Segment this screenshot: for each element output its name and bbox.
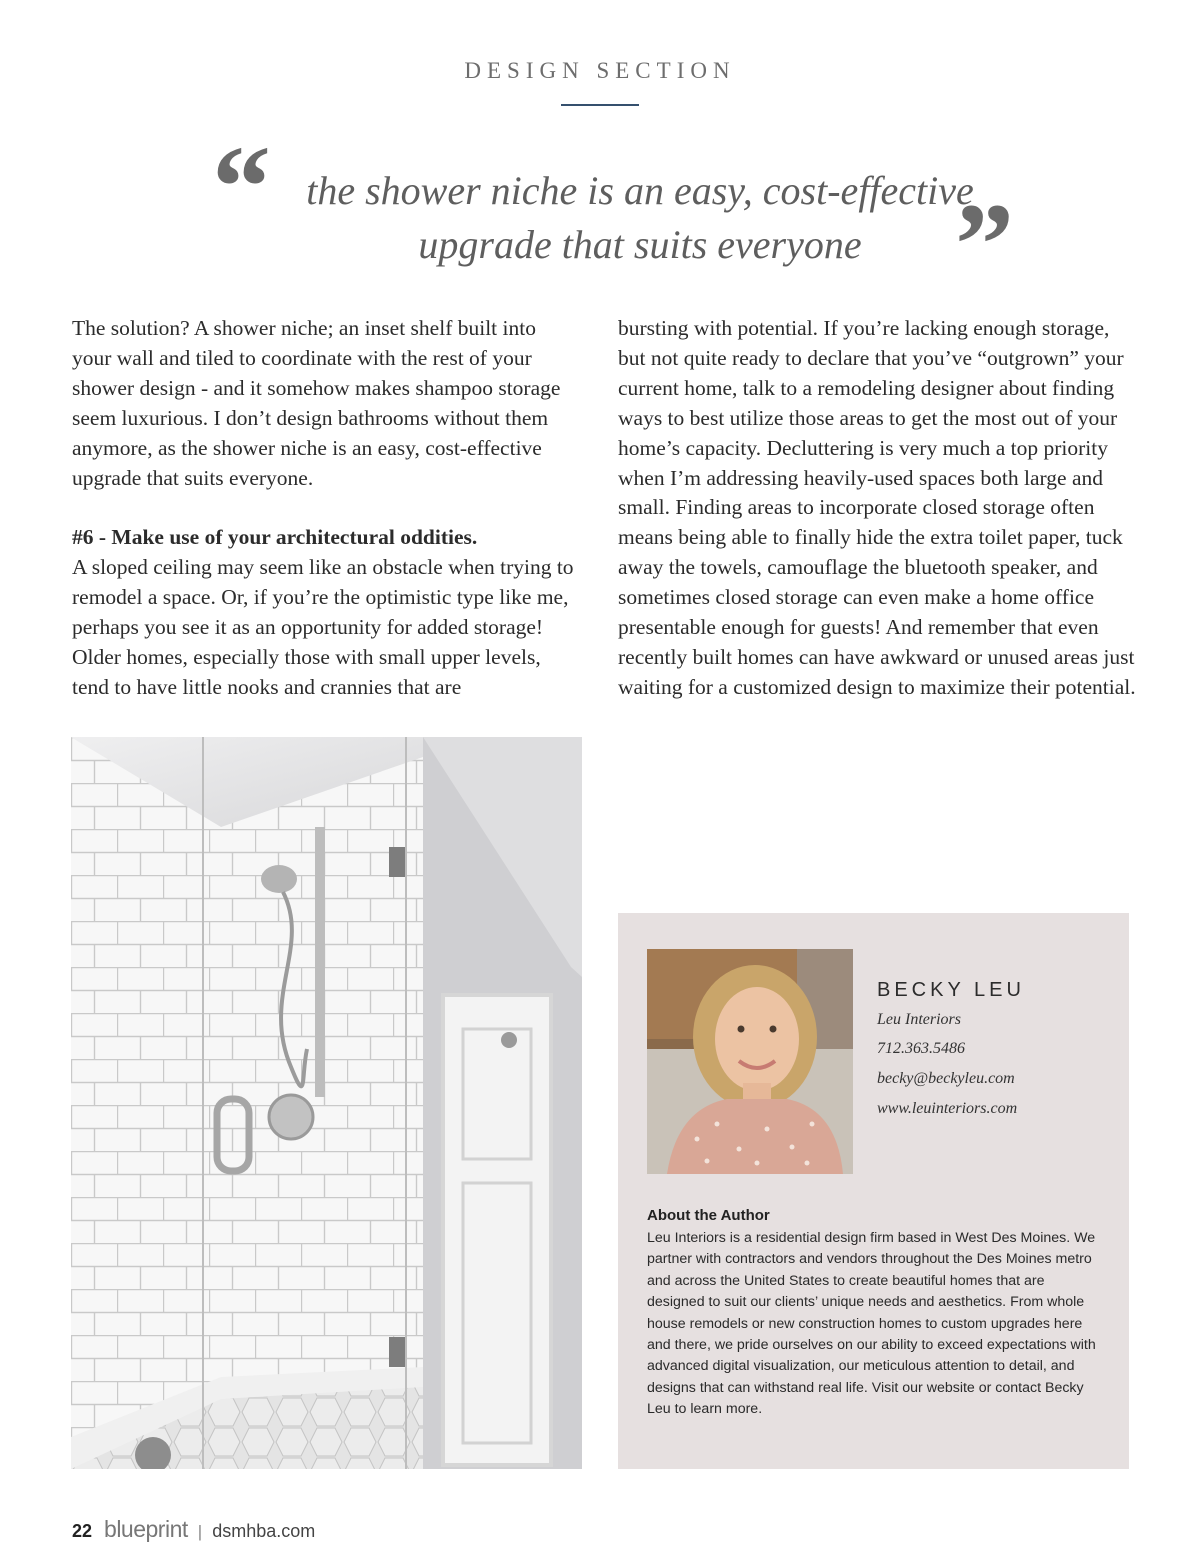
pull-quote-line-2: upgrade that suits everyone: [418, 222, 862, 267]
shower-illustration: [71, 737, 582, 1469]
body-paragraph: bursting with potential. If you’re lacking enough storage, but not quite ready to declare that you’ve “outgrown” your current home, talk to a remodeling designer about finding ways to best utilize those areas to get the most out of your home’s capacity. Decluttering is very much a top priority when I’m addressing heavily-used spaces both large and small. Finding areas to incorporate closed storage often means being able to finally hide the extra toilet paper, tuck away the towels, camouflage the bluetooth speaker, and sometimes closed storage can even make a home office presentable enough for guests! And remember that even recently built homes can have awkward or unused areas just waiting for a customized design to maximize their potential.: [618, 316, 1136, 699]
about-title: About the Author: [647, 1207, 770, 1224]
paragraph-gap: [72, 493, 580, 523]
body-paragraph: A sloped ceiling may seem like an obstacle when trying to remodel a space. Or, if you’re the optimistic type like me, perhaps you see it as an opportunity for added storage! Older homes, especially those with small upper levels, tend to have little nooks and crannies that are: [72, 555, 574, 699]
body-paragraph: The solution? A shower niche; an inset shelf built into your wall and tiled to coordinate with the rest of your shower design - and it somehow makes shampoo storage seem luxurious. I don’t design bathrooms without them anymore, as the shower niche is an easy, cost-effective upgrade that suits everyone.: [72, 316, 561, 490]
brand-logo: blueprint: [104, 1516, 188, 1542]
section-heading: #6 - Make use of your architectural oddities.: [72, 525, 478, 550]
pull-quote-line-1: the shower niche is an easy, cost-effective: [306, 168, 974, 213]
author-email[interactable]: becky@beckyleu.com: [877, 1070, 1015, 1087]
section-label: DESIGN SECTION: [464, 58, 736, 83]
author-headshot: [647, 949, 853, 1174]
author-box: [618, 913, 1129, 1469]
author-name: BECKY LEU: [877, 979, 1025, 1001]
page-number: 22: [72, 1521, 93, 1541]
author-phone: 712.363.5486: [877, 1040, 965, 1057]
headshot-illustration: [647, 949, 853, 1174]
right-column: [618, 314, 1138, 703]
author-company: Leu Interiors: [877, 1011, 961, 1028]
footer-divider: |: [197, 1522, 203, 1541]
shower-photo: [71, 737, 582, 1469]
close-quote-mark: ”: [955, 179, 1014, 310]
open-quote-mark: “: [212, 121, 271, 252]
about-text: Leu Interiors is a residential design firm based in West Des Moines. We partner with contractors and vendors throughout the Des Moines metro and across the United States to create beautiful homes that are designed to suit our clients’ unique needs and aesthetics. From whole house remodels or new construction homes to custom upgrades here and there, we pride ourselves on our ability to exceed expectations with advanced digital visualization, our meticulous attention to detail, and designs that can withstand real life. Visit our website or contact Becky Leu to learn more.: [647, 1230, 1096, 1418]
left-column: [72, 314, 580, 703]
page-footer: [72, 1516, 315, 1543]
section-rule: [561, 104, 639, 106]
site-link[interactable]: dsmhba.com: [212, 1521, 316, 1541]
author-website[interactable]: www.leuinteriors.com: [877, 1100, 1018, 1117]
pull-quote: [250, 164, 1030, 272]
